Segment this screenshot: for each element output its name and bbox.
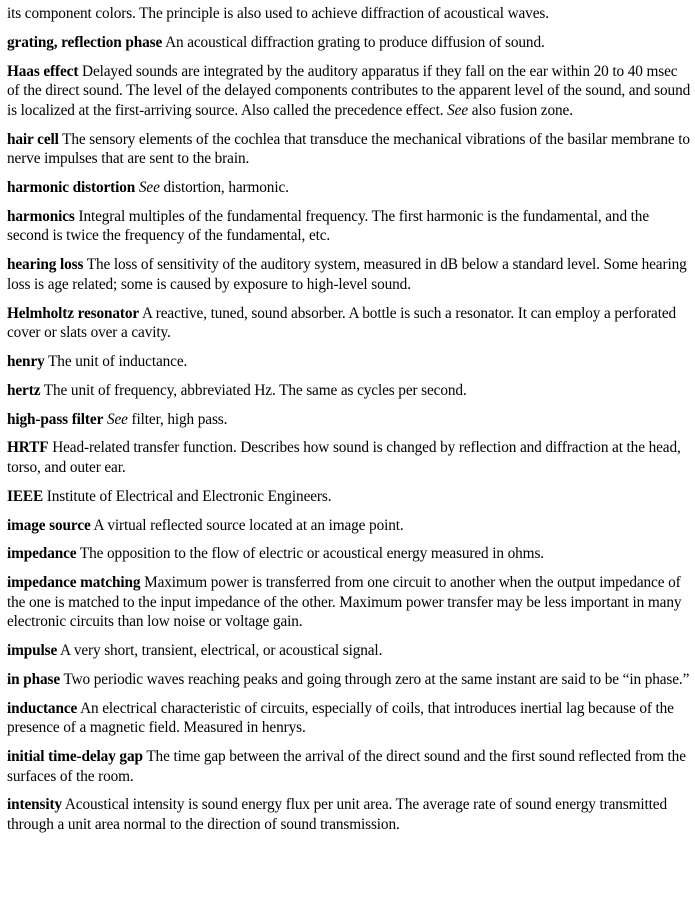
entry-definition: An acoustical diffraction grating to produce diffusion of sound. xyxy=(162,33,545,51)
entry-term: Helmholtz resonator xyxy=(7,304,140,322)
glossary-entry xyxy=(7,747,693,786)
glossary-entry xyxy=(7,410,693,430)
entry-term: Haas effect xyxy=(7,62,79,80)
entry-term: in phase xyxy=(7,670,61,688)
entry-term: harmonic distortion xyxy=(7,179,136,197)
entry-term: impedance xyxy=(7,545,77,563)
entry-cross-reference: distortion, harmonic. xyxy=(159,179,289,197)
see-reference: See xyxy=(106,410,128,428)
glossary-entry xyxy=(7,381,693,401)
entry-term: harmonics xyxy=(7,207,75,225)
glossary-entry xyxy=(7,573,693,632)
glossary-entry xyxy=(7,130,693,169)
entry-term: initial time-delay gap xyxy=(7,747,143,765)
entry-term: hearing loss xyxy=(7,256,84,274)
glossary-entry xyxy=(7,699,693,738)
glossary-entry xyxy=(7,33,693,53)
entry-term: hair cell xyxy=(7,130,59,148)
glossary-entry xyxy=(7,438,693,477)
entry-definition: Integral multiples of the fundamental frequency. The first harmonic is the fundamental, and the second is twice the frequency of the fundamental, etc. xyxy=(7,207,650,245)
entry-term: IEEE xyxy=(7,487,44,505)
glossary-entry xyxy=(7,641,693,661)
entry-term: henry xyxy=(7,353,45,371)
entry-definition: The sensory elements of the cochlea that transduce the mechanical vibrations of the basilar membrane to nerve impulses that are sent to the brain. xyxy=(7,130,690,168)
entry-definition: A virtual reflected source located at an image point. xyxy=(90,516,404,534)
see-reference: See xyxy=(138,179,160,197)
entry-term: impedance matching xyxy=(7,574,141,592)
entry-term: intensity xyxy=(7,796,63,814)
continuation-text: its component colors. The principle is also used to achieve diffraction of acoustical waves. xyxy=(7,5,549,22)
entry-definition: Maximum power is transferred from one circuit to another when the output impedance of the one is matched to the input impedance of the other. Maximum power transfer may be less important in many electronic circuits than low noise or voltage gain. xyxy=(7,574,682,631)
glossary-entry xyxy=(7,207,693,246)
entry-definition: Head-related transfer function. Describes how sound is changed by reflection and diffraction at the head, torso, and outer ear. xyxy=(7,439,681,476)
entry-cross-reference: filter, high pass. xyxy=(127,410,228,428)
entry-definition: A very short, transient, electrical, or acoustical signal. xyxy=(57,642,383,660)
see-reference: See xyxy=(447,101,469,119)
entry-term: image source xyxy=(7,516,91,534)
entry-definition: The loss of sensitivity of the auditory system, measured in dB below a standard level. Some hearing loss is age related; some is caused by exposure to high-level sound. xyxy=(7,256,687,293)
entry-definition: Two periodic waves reaching peaks and going through zero at the same instant are said to be “in phase.” xyxy=(60,670,690,688)
glossary-entry xyxy=(7,255,693,294)
glossary-entry xyxy=(7,178,693,198)
entry-definition: Institute of Electrical and Electronic Engineers. xyxy=(43,487,332,505)
entry-term: HRTF xyxy=(7,439,49,457)
entry-cross-reference: also fusion zone. xyxy=(468,101,573,119)
glossary-page xyxy=(7,4,693,844)
glossary-entry xyxy=(7,795,693,834)
glossary-entry xyxy=(7,544,693,564)
glossary-continuation xyxy=(7,4,693,24)
glossary-entry xyxy=(7,670,693,690)
entry-definition: Delayed sounds are integrated by the auditory apparatus if they fall on the ear within 20 to 40 msec of the direct sound. The level of the delayed components contributes to the apparent level of the sound, and sound is localized at the first-arriving source. Also called the precedence effect. xyxy=(7,62,691,119)
glossary-entry xyxy=(7,516,693,536)
entry-definition: Acoustical intensity is sound energy flux per unit area. The average rate of sound energy transmitted through a unit area normal to the direction of sound transmission. xyxy=(7,796,667,833)
entry-term: grating, reflection phase xyxy=(7,33,163,51)
glossary-entry xyxy=(7,487,693,507)
entry-term: hertz xyxy=(7,381,41,399)
entry-term: impulse xyxy=(7,642,58,660)
entry-definition: The opposition to the flow of electric or acoustical energy measured in ohms. xyxy=(76,545,545,563)
entry-term: inductance xyxy=(7,699,78,717)
entry-definition: An electrical characteristic of circuits, especially of coils, that introduces inertial lag because of the presence of a magnetic field. Measured in henrys. xyxy=(7,699,674,737)
entry-definition: The unit of frequency, abbreviated Hz. The same as cycles per second. xyxy=(40,381,467,399)
glossary-entry xyxy=(7,304,693,343)
entry-definition: The unit of inductance. xyxy=(44,353,188,371)
entry-term: high-pass filter xyxy=(7,410,104,428)
glossary-entry xyxy=(7,352,693,372)
glossary-entry xyxy=(7,62,693,121)
entry-definition: A reactive, tuned, sound absorber. A bottle is such a resonator. It can employ a perforated cover or slats over a cavity. xyxy=(7,304,677,342)
entry-definition: The time gap between the arrival of the direct sound and the first sound reflected from the surfaces of the room. xyxy=(7,747,686,785)
